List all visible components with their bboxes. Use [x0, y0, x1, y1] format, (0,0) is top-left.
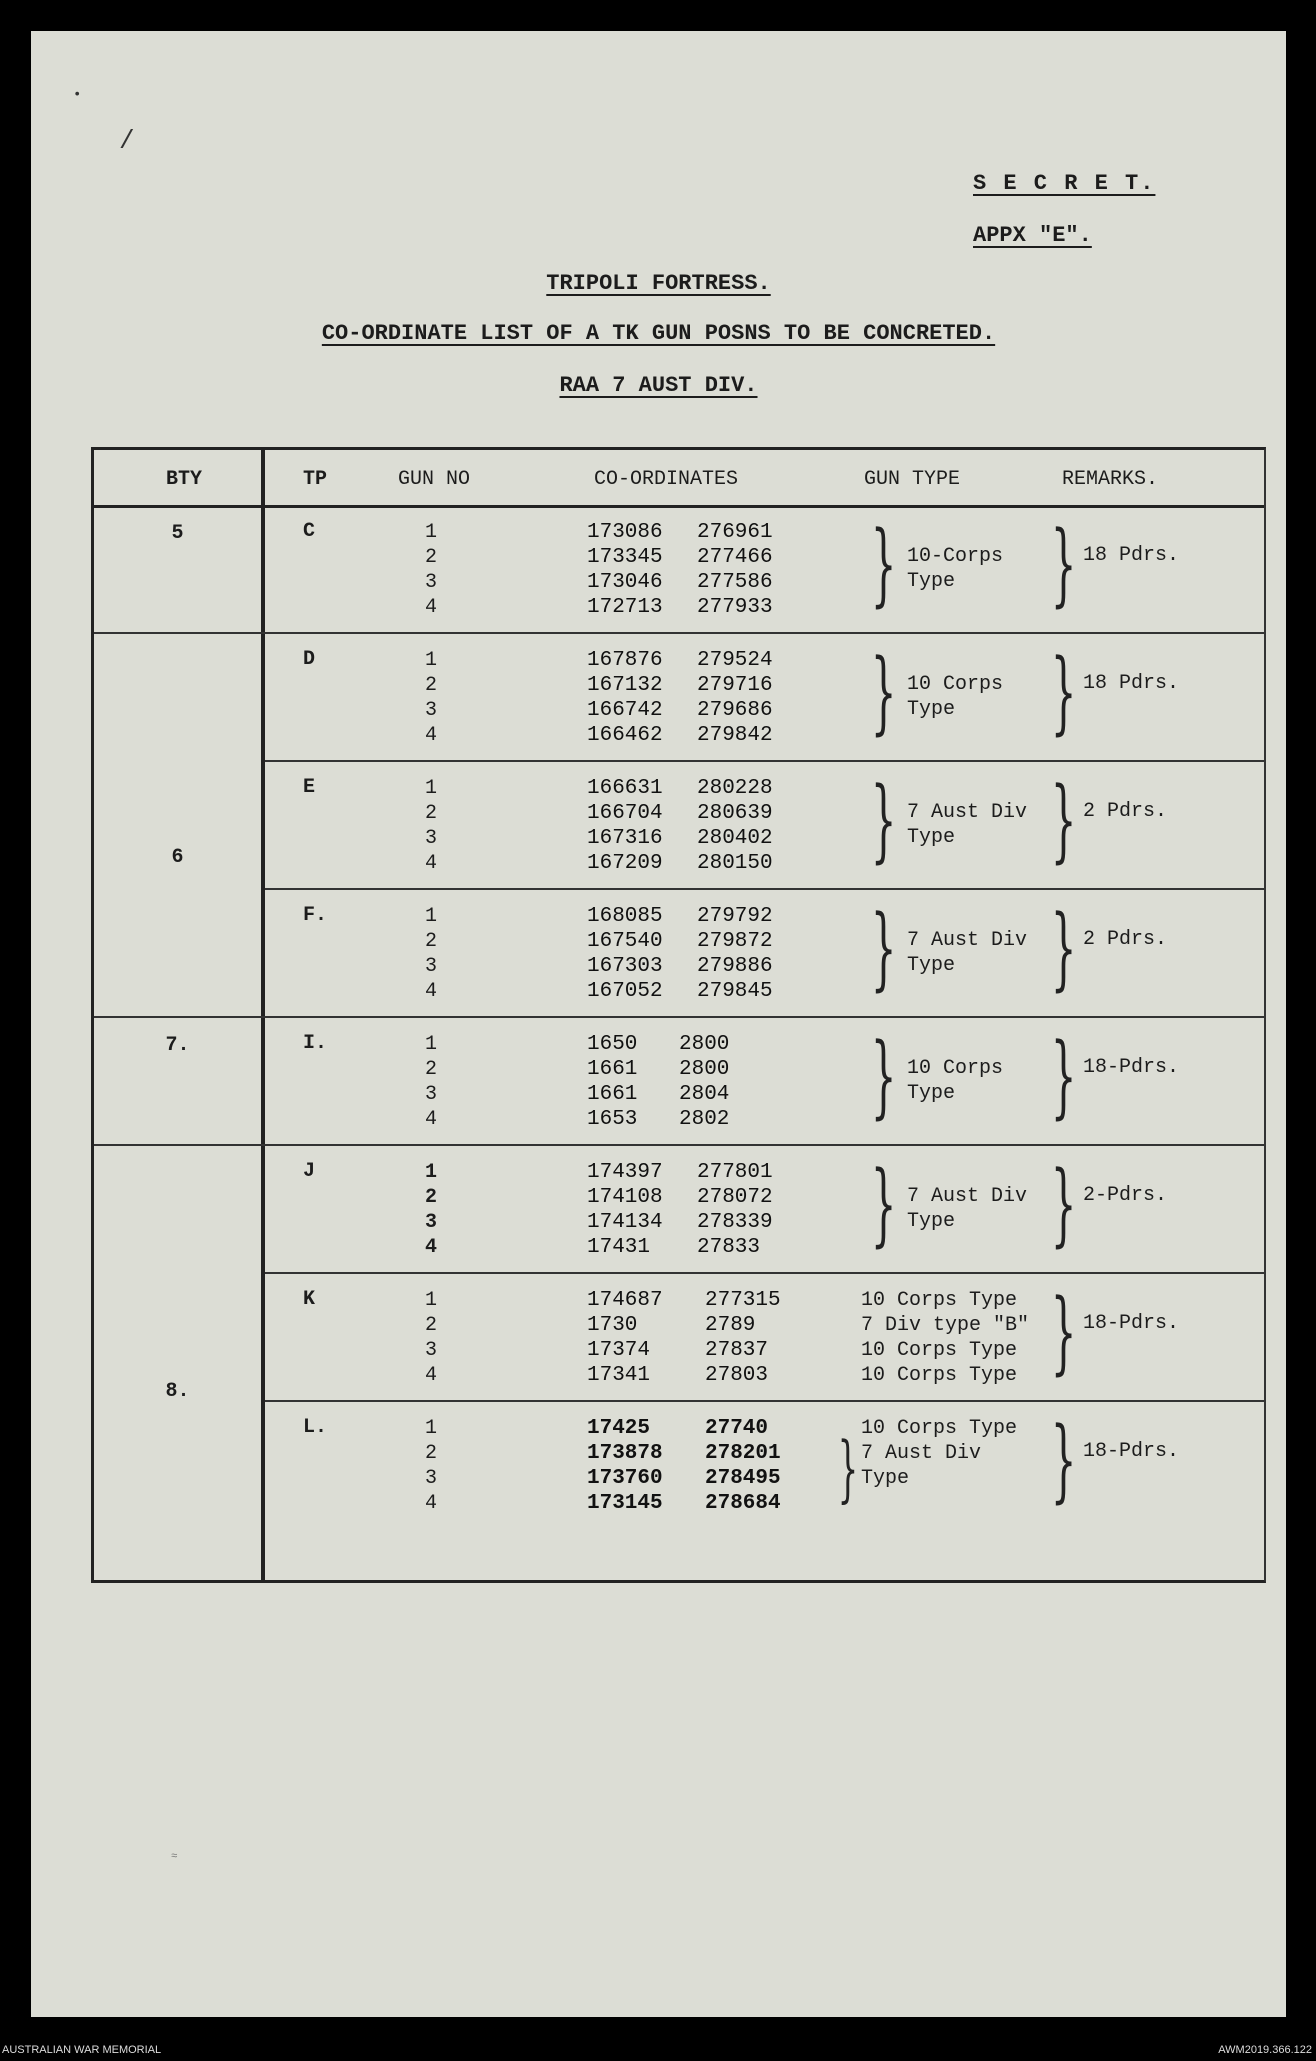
battery-label: 5 — [171, 522, 184, 545]
troop-row — [265, 762, 1264, 886]
classification-label: S E C R E T. — [973, 171, 1156, 196]
gun-numbers: 1 2 3 4 — [425, 649, 438, 747]
coordinates: 166631 280228 166704 280639 167316 280402 167209 280150 — [587, 777, 773, 875]
troop-label: J — [303, 1160, 316, 1183]
brace: } — [870, 1024, 897, 1129]
troop-row — [265, 890, 1264, 1014]
battery-divider — [94, 1144, 265, 1146]
battery-label: 6 — [171, 846, 184, 869]
battery-divider — [94, 1016, 265, 1018]
coordinates: 173086 276961 173345 277466 173046 277586 172713 277933 — [587, 521, 773, 619]
troop-label: K — [303, 1288, 316, 1311]
gun-numbers: 1 2 3 4 — [425, 905, 438, 1003]
archive-id: AWM2019.366.122 — [1218, 2044, 1312, 2056]
troop-row — [265, 1146, 1264, 1270]
gun-type: 10-Corps Type — [907, 545, 1004, 593]
brace: } — [1050, 1024, 1077, 1129]
brace: } — [1050, 768, 1077, 873]
troop-label: L. — [303, 1416, 328, 1439]
troop-row — [265, 634, 1264, 758]
gun-numbers: 1 2 3 4 — [425, 1033, 438, 1131]
gun-numbers: 1 2 3 4 — [425, 777, 438, 875]
remarks: 18-Pdrs. — [1083, 1440, 1180, 1463]
gun-numbers: 1 2 3 4 — [425, 521, 438, 619]
table-header — [94, 450, 1264, 508]
brace: } — [1050, 1408, 1077, 1513]
paper-mark: • — [73, 87, 82, 103]
col-remarks: REMARKS. — [1062, 468, 1159, 491]
col-bty: BTY — [166, 468, 203, 491]
gun-type: 7 Aust Div Type — [907, 801, 1028, 849]
remarks: 2-Pdrs. — [1083, 1184, 1168, 1207]
gun-numbers: 1 2 3 4 — [425, 1417, 438, 1515]
troop-row — [265, 506, 1264, 630]
appendix-label: APPX "E". — [973, 223, 1092, 248]
remarks: 2 Pdrs. — [1083, 800, 1168, 823]
unit-title: RAA 7 AUST DIV. — [559, 373, 758, 398]
coordinates: 167876 279524 167132 279716 166742 279686 166462 279842 — [587, 649, 773, 747]
troop-label: I. — [303, 1032, 328, 1055]
brace: } — [870, 640, 897, 745]
brace: } — [1050, 512, 1077, 617]
remarks: 18-Pdrs. — [1083, 1056, 1180, 1079]
brace: } — [870, 896, 897, 1001]
troop-label: C — [303, 520, 316, 543]
coordinates: 174397 277801 174108 278072 174134 278339 17431 27833 — [587, 1161, 773, 1259]
gun-numbers: 1 2 3 4 — [425, 1289, 438, 1387]
troop-label: E — [303, 776, 316, 799]
coordinates: 168085 279792 167540 279872 167303 279886 167052 279845 — [587, 905, 773, 1003]
remarks: 2 Pdrs. — [1083, 928, 1168, 951]
gun-type: 7 Aust Div Type — [907, 929, 1028, 977]
battery-label: 8. — [165, 1380, 190, 1403]
gun-positions-table — [91, 447, 1266, 1583]
col-tp: TP — [303, 468, 328, 491]
brace: } — [837, 1426, 859, 1510]
troop-label: D — [303, 648, 316, 671]
col-gun-type: GUN TYPE — [864, 468, 961, 491]
brace: } — [870, 512, 897, 617]
document-page — [31, 31, 1286, 2017]
gun-type-list: 10 Corps Type 7 Aust Div Type — [861, 1417, 1018, 1490]
coordinates: 1650 2800 1661 2800 1661 2804 1653 2802 — [587, 1033, 730, 1131]
brace: } — [1050, 896, 1077, 1001]
gun-type: 7 Aust Div Type — [907, 1185, 1028, 1233]
remarks: 18 Pdrs. — [1083, 544, 1180, 567]
brace: } — [1050, 640, 1077, 745]
gun-type: 10 Corps Type — [907, 673, 1004, 721]
battery-label: 7. — [165, 1034, 190, 1057]
remarks: 18 Pdrs. — [1083, 672, 1180, 695]
troop-row — [265, 1018, 1264, 1142]
troop-label: F. — [303, 904, 328, 927]
troop-row — [265, 1402, 1264, 1526]
archive-label: AUSTRALIAN WAR MEMORIAL — [2, 2044, 162, 2056]
paper-mark: ≈ — [171, 1851, 178, 1863]
remarks: 18-Pdrs. — [1083, 1312, 1180, 1335]
col-coordinates: CO-ORDINATES — [594, 468, 739, 491]
gun-numbers: 1 2 3 4 — [425, 1161, 438, 1259]
gun-type: 10 Corps Type — [907, 1057, 1004, 1105]
gun-type-list: 10 Corps Type 7 Div type "B" 10 Corps Type 10 Corps Type — [861, 1289, 1030, 1387]
brace: } — [1050, 1152, 1077, 1257]
coordinates: 17425 27740 173878 278201 173760 278495 173145 278684 — [587, 1417, 781, 1515]
brace: } — [1050, 1280, 1077, 1385]
paper-mark: / — [119, 126, 135, 156]
battery-divider — [94, 632, 265, 634]
coordinates: 174687 277315 1730 2789 17374 27837 17341 27803 — [587, 1289, 781, 1387]
brace: } — [870, 768, 897, 873]
troop-row — [265, 1274, 1264, 1398]
brace: } — [870, 1152, 897, 1257]
document-title: TRIPOLI FORTRESS. — [546, 271, 771, 296]
col-gun-no: GUN NO — [398, 468, 471, 491]
document-subtitle: CO-ORDINATE LIST OF A TK GUN POSNS TO BE CONCRETED. — [321, 321, 996, 346]
